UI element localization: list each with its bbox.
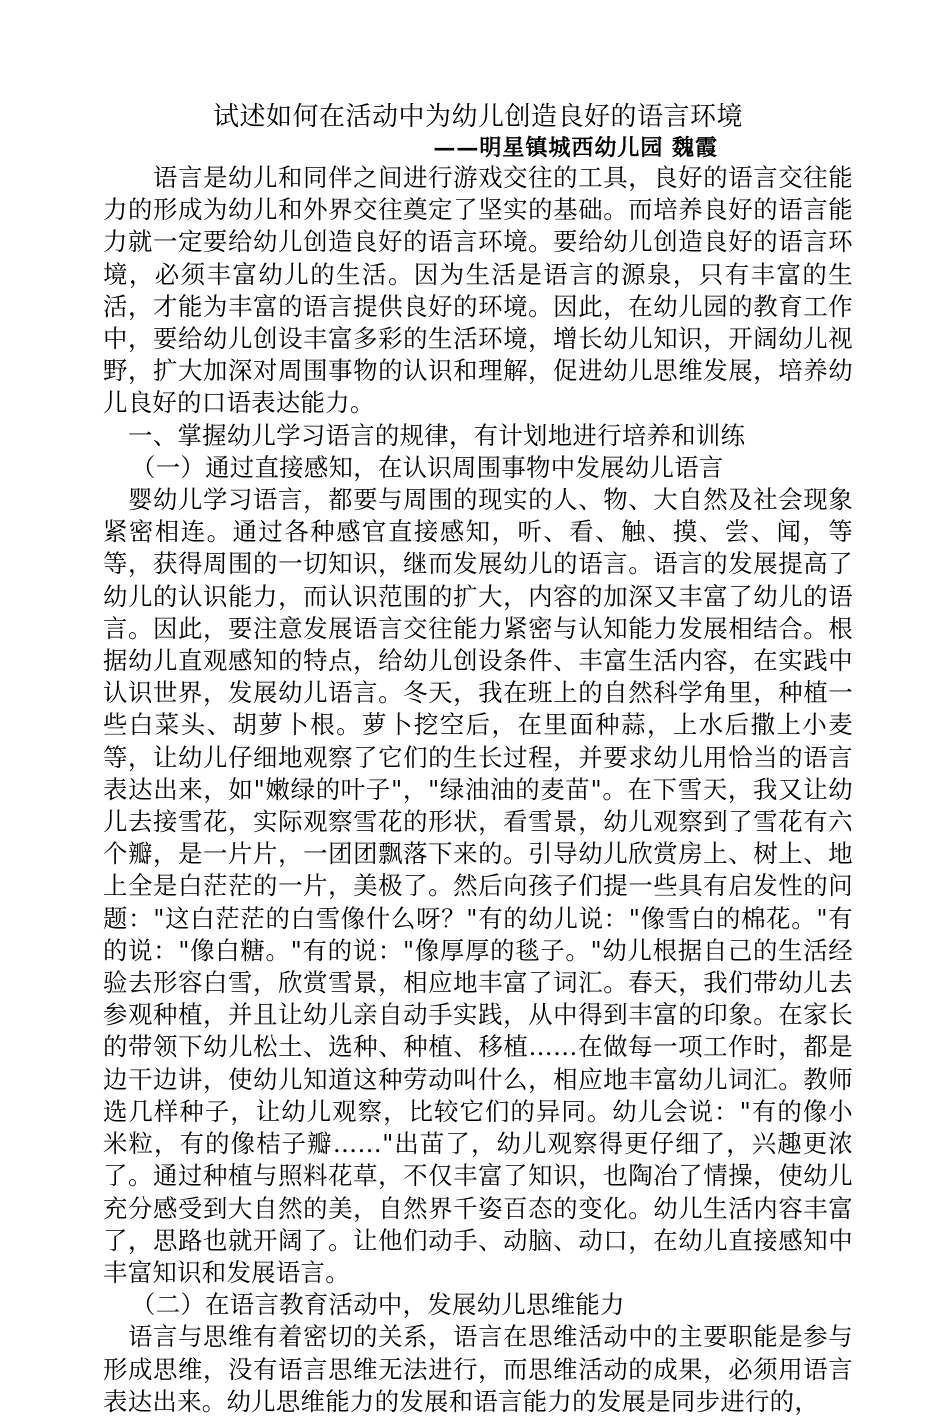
subsection-1-paragraph: 婴幼儿学习语言，都要与周围的现实的人、物、大自然及社会现象紧密相连。通过各种感官直接感知，听、看、触、摸、尝、闻，等等，获得周围的一切知识，继而发展幼儿的语言。语言的发展提高了幼儿的认识能力，而认识范围的扩大，内容的加深又丰富了幼儿的语言。因此，要注意发展语言交往能力紧密与认知能力发展相结合。根据幼儿直观感知的特点，给幼儿创设条件、丰富生活内容，在实践中认识世界，发展幼儿语言。冬天，我在班上的自然科学角里，种植一些白菜头、胡萝卜根。萝卜挖空后，在里面种蒜，上水后撒上小麦等，让幼儿仔细地观察了它们的生长过程，并要求幼儿用恰当的语言表达出来，如"嫩绿的叶子"，"绿油油的麦苗"。在下雪天，我又让幼儿去接雪花，实际观察雪花的形状，看雪景，幼儿观察到了雪花有六个瓣，是一片片，一团团飘落下来的。引导幼儿欣赏房上、树上、地上全是白茫茫的一片，美极了。然后向孩子们提一些具有启发性的问题："这白茫茫的白雪像什么呀？"有的幼儿说："像雪白的棉花。"有的说："像白糖。"有的说："像厚厚的毯子。"幼儿根据自己的生活经验去形容白雪，欣赏雪景，相应地丰富了词汇。春天，我们带幼儿去参观种植，并且让幼儿亲自动手实践，从中得到丰富的印象。在家长的带领下幼儿松土、选种、种植、移植……在做每一项工作时，都是边干边讲，使幼儿知道这种劳动叫什么，相应地丰富幼儿词汇。教师选几样种子，让幼儿观察，比较它们的异同。幼儿会说："有的像小米粒，有的像桔子瓣……"出苗了，幼儿观察得更仔细了，兴趣更浓了。通过种植与照料花草，不仅丰富了知识，也陶冶了情操，使幼儿充分感受到大自然的美，自然界千姿百态的变化。幼儿生活内容丰富了，思路也就开阔了。让他们动手、动脑、动口，在幼儿直接感知中丰富知识和发展语言。 bbox=[103, 485, 853, 1287]
document-author-line: ——明星镇城西幼儿园 魏霞 bbox=[433, 135, 718, 161]
document-title: 试述如何在活动中为幼儿创造良好的语言环境 bbox=[212, 102, 743, 132]
intro-paragraph: 语言是幼儿和同伴之间进行游戏交往的工具，良好的语言交往能力的形成为幼儿和外界交往奠定了坚实的基础。而培养良好的语言能力就一定要给幼儿创造良好的语言环境。要给幼儿创造良好的语言环境，必须丰富幼儿的生活。因为生活是语言的源泉，只有丰富的生活，才能为丰富的语言提供良好的环境。因此，在幼儿园的教育工作中，要给幼儿创设丰富多彩的生活环境，增长幼儿知识，开阔幼儿视野，扩大加深对周围事物的认识和理解，促进幼儿思维发展，培养幼儿良好的口语表达能力。 bbox=[103, 163, 853, 418]
document-page bbox=[103, 100, 853, 1418]
subsection-2-paragraph: 语言与思维有着密切的关系，语言在思维活动中的主要职能是参与形成思维，没有语言思维无法进行，而思维活动的成果，必须用语言表达出来。幼儿思维能力的发展和语言能力的发展是同步进行的， bbox=[103, 1322, 853, 1416]
subsection-1-heading: （一）通过直接感知，在认识周围事物中发展幼儿语言 bbox=[131, 452, 724, 482]
section-1-heading: 一、掌握幼儿学习语言的规律，有计划地进行培养和训练 bbox=[128, 420, 746, 450]
subsection-2-heading: （二）在语言教育活动中，发展幼儿思维能力 bbox=[131, 1290, 625, 1320]
